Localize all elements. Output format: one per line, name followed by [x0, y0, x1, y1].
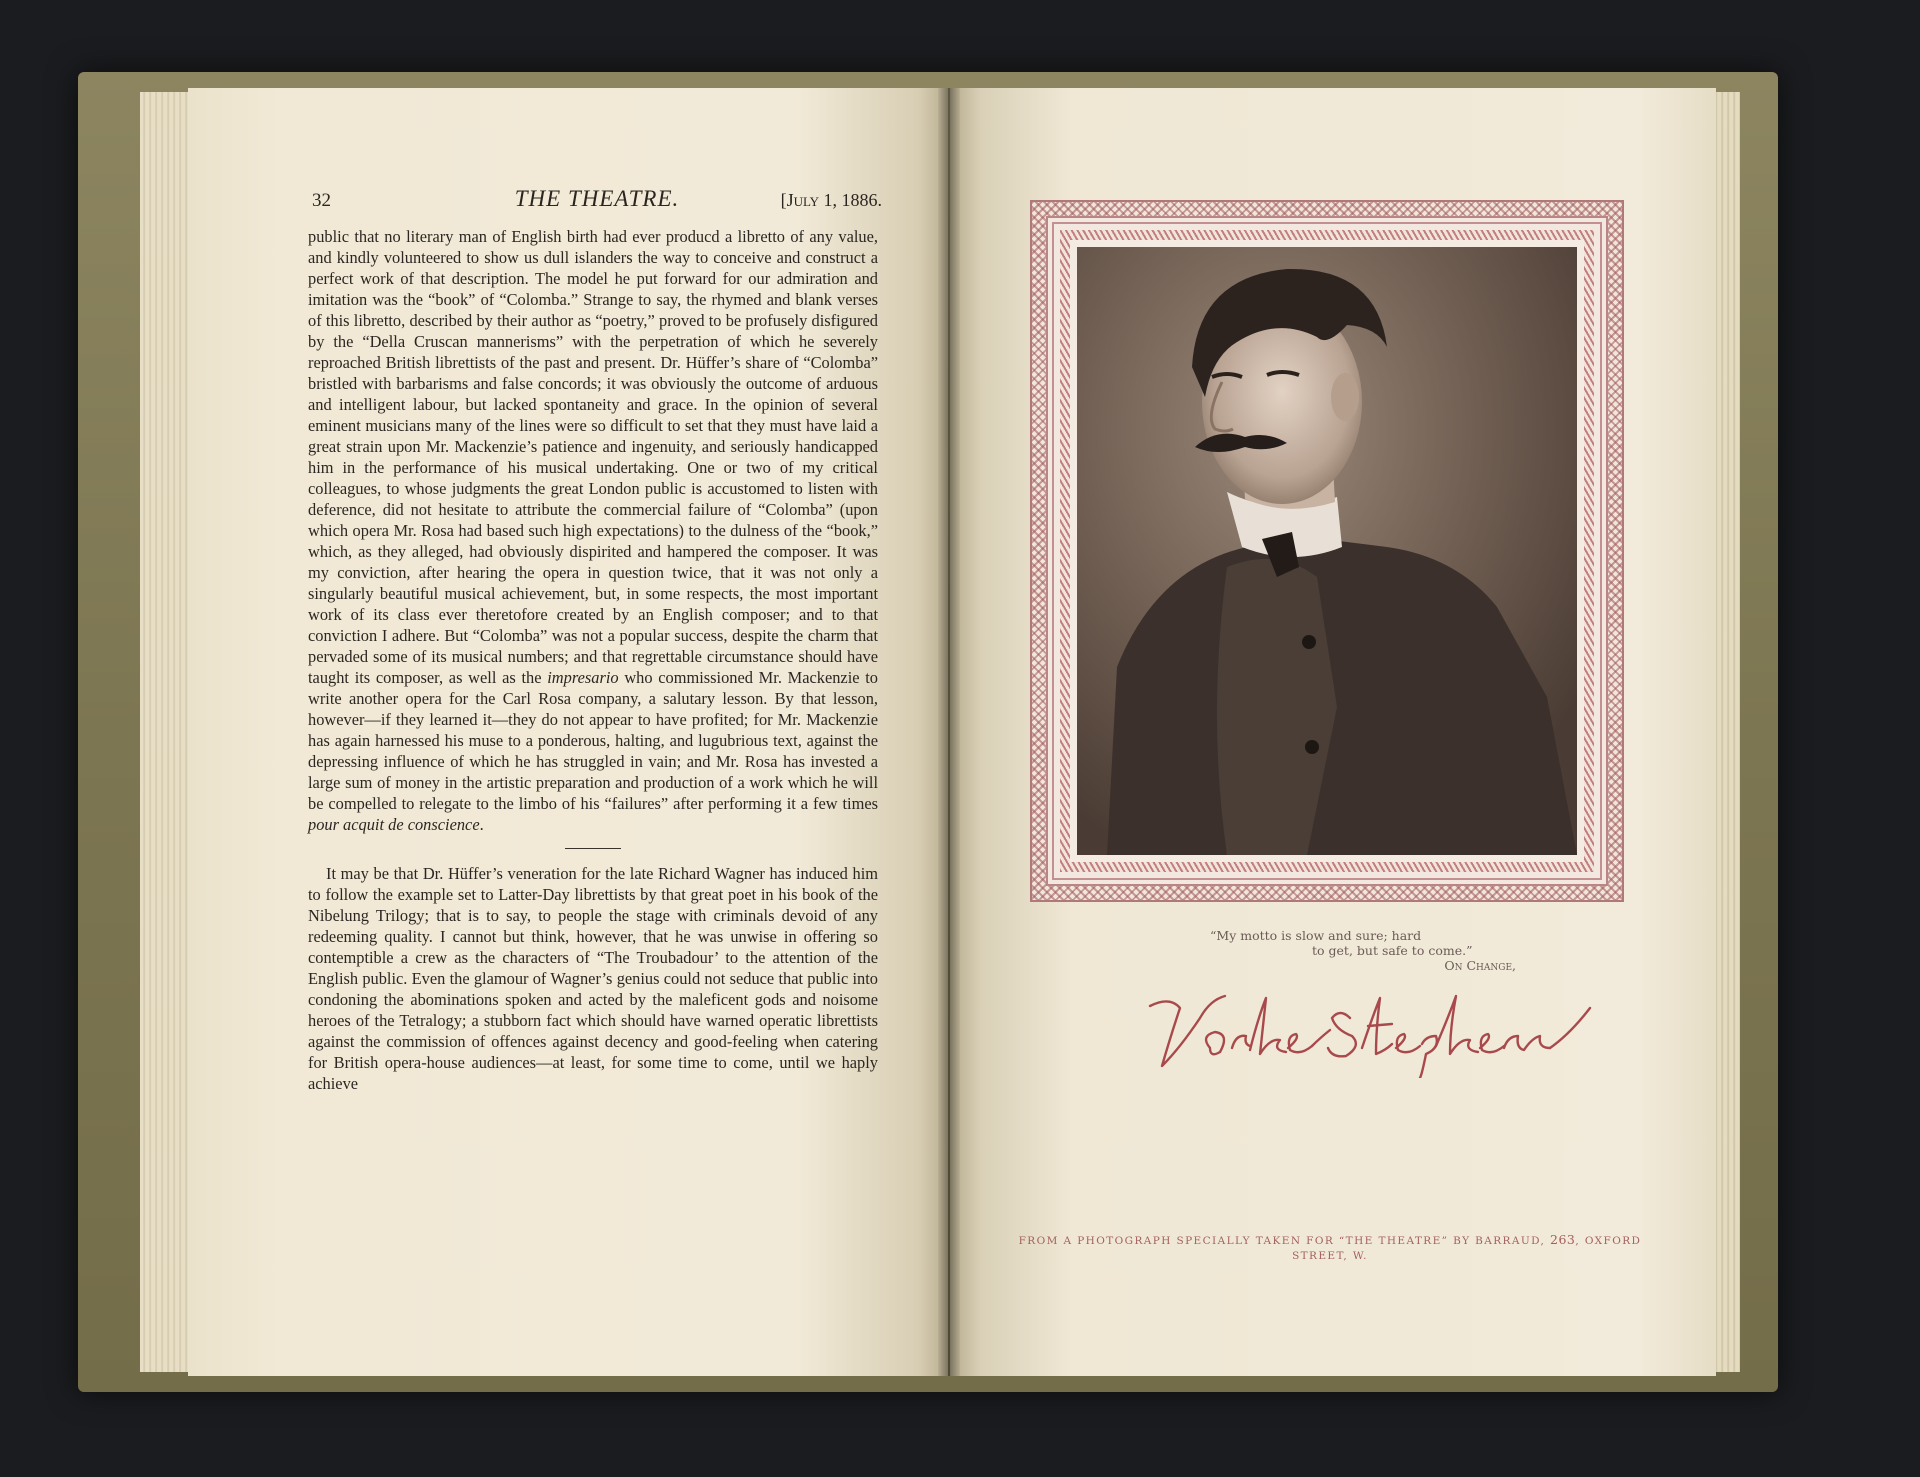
running-title: THE THEATRE.: [514, 186, 680, 211]
autograph-signature: [1140, 978, 1600, 1078]
photo-credit: [1010, 1232, 1650, 1264]
portrait-quote: [1210, 928, 1530, 973]
quote-line-1: “My motto is slow and sure; hard: [1210, 928, 1422, 943]
signature-drawing: [1140, 978, 1600, 1078]
paragraph-1-run: who commissioned Mr. Mackenzie to write another opera for the Carl Rosa company, a salutary lesson. By that lesson, however—if they learned it—they do not appear to have profited; for Mr. Mackenzie has again harnessed his muse to a ponderous, halting, and lugubrious text, against the depressing influence of which he has struggled in vain; and Mr. Rosa has invested a large sum of money in the artistic preparation and production of a work which he will be compelled to relegate to the limbo of his “failures” after performing it a few times: [308, 668, 879, 813]
page-number: 32: [312, 190, 331, 211]
credit-number: 263: [1550, 1232, 1576, 1247]
article-body: [308, 226, 878, 1094]
paragraph-1-run: .: [479, 815, 484, 834]
portrait-figure: [1077, 247, 1577, 855]
section-divider: [565, 848, 621, 849]
right-page-edges: [1712, 92, 1740, 1372]
credit-text-1: FROM A PHOTOGRAPH SPECIALLY TAKEN FOR “THE THEATRE” BY BARRAUD,: [1018, 1235, 1551, 1247]
paragraph-1: [308, 226, 878, 835]
credit-text-2: , OXFORD STREET, W.: [1292, 1235, 1642, 1262]
quote-attribution: On Change,: [1444, 958, 1516, 973]
quote-line-2: to get, but safe to come.”: [1312, 943, 1473, 958]
italic-impresario: impresario: [547, 668, 619, 687]
running-header: [312, 186, 882, 216]
italic-pour-acquit: pour acquit de conscience: [308, 815, 480, 834]
book-gutter: [938, 88, 960, 1376]
portrait-photograph: [1077, 247, 1577, 855]
paragraph-2: It may be that Dr. Hüffer’s veneration for the late Richard Wagner has induced him to follow the example set to Latter-Day librettists by that great poet in his book of the Nibelung Trilogy; that is to say, to people the stage with criminals devoid of any redeeming quality. I cannot but think, however, that he was unwise in offering so contemptible a crew as the characters of “The Troubadour’ to the attention of the English public. Even the glamour of Wagner’s genius could not seduce that public into condoning the abominations spoken and acted by the maleficent gods and noisome heroes of the Tetralogy; a stubborn fact which should have warned operatic librettists against the commission of offences against decency and good-feeling when catering for British opera-house audiences—at least, for some time to come, until we haply achieve: [308, 864, 878, 1093]
left-page-edges: [140, 92, 192, 1372]
paragraph-1-run: public that no literary man of English birth had ever producd a libretto of any value, and kindly volunteered to show us dull islanders the way to conceive and construct a perfect work of that description. The model he put forward for our admiration and imitation was the “book” of “Colomba.” Strange to say, the rhymed and blank verses of this libretto, described by their author as “poetry,” proved to be profusely disfigured by the “Della Cruscan mannerisms” with the perpetration of which he severely reproached British librettists of the past and present. Dr. Hüffer’s share of “Colomba” bristled with barbarisms and false concords; it was obviously the outcome of arduous and intelligent labour, but lacked spontaneity and grace. In the opinion of several eminent musicians many of the lines were so difficult to set that they must have laid a great strain upon Mr. Mackenzie’s patience and ingenuity, and seriously handicapped him in the performance of his musical undertaking. One or two of my critical colleagues, to whose judgments the great London public is accustomed to listen with deference, did not hesitate to attribute the commercial failure of “Colomba” (upon which opera Mr. Rosa had based such high expectations) to the dulness of the “book,” which, as they alleged, had obviously dispirited and hampered the composer. It was my conviction, after hearing the opera in question twice, that it was not only a singularly beautiful musical achievement, but, in some respects, the most important work of its class ever theretofore created by an English composer; and to that conviction I adhere. But “Colomba” was not a popular success, despite the charm that pervaded some of its musical numbers; and that regrettable circumstance should have taught its composer, as well as the: [308, 227, 878, 687]
header-date: [July 1, 1886.: [780, 190, 882, 210]
